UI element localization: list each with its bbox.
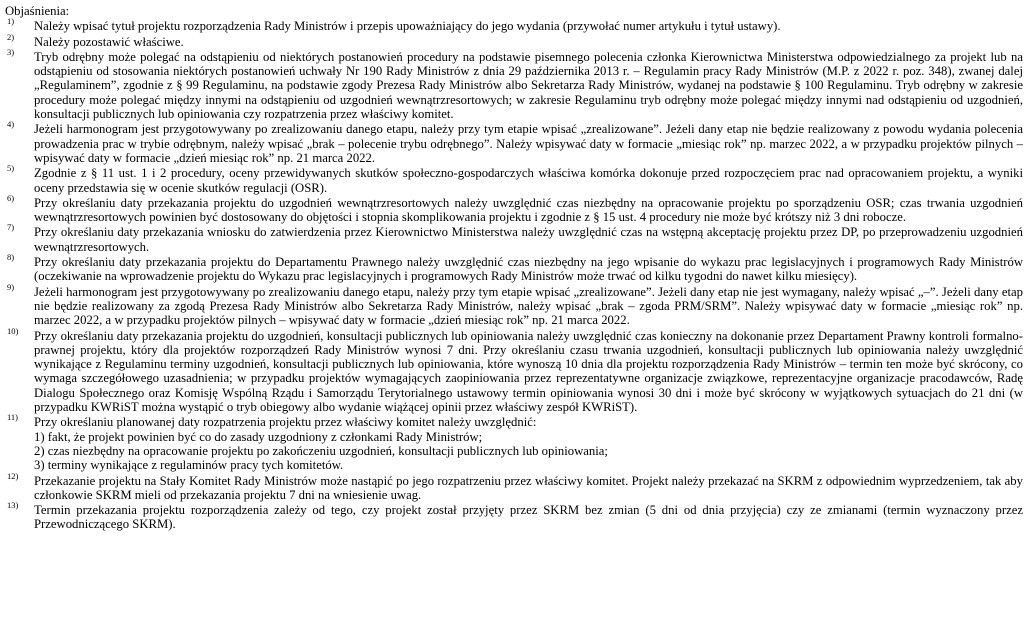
footnote-number: 13) [7, 500, 19, 511]
footnote-item [5, 163, 1023, 195]
footnote-text: Przy określaniu daty przekazania projektu do uzgodnień wewnątrzresortowych należy uwzględnić czas niezbędny na opracowanie projektu po sporządzeniu OSR; czas trwania uzgodnień wewnątrzresortowych powinien być dostosowany do objętości i stopnia skomplikowania projektu i zgodnie z § 15 ust. 4 procedury nie może być krótszy niż 3 dni robocze. [34, 195, 1023, 225]
footnote-text: Przy określaniu daty przekazania wniosku do zatwierdzenia przez Kierownictwo Ministerstwa należy uwzględnić czas na wstępną akceptację projektu przez DP, po przeprowadzeniu uzgodnień wewnątrzresortowych. [34, 225, 1023, 254]
footnote-item [5, 470, 1023, 503]
footnote-text: Zgodnie z § 11 ust. 1 i 2 procedury, oceny przewidywanych skutków społeczno-gospodarczych właściwa komórka dokonuje przed rozpoczęciem prac nad opracowaniem projektu, a wyniki oceny przedstawia się w ocenie skutków regulacji (OSR). [34, 166, 1023, 195]
footnote-item [5, 192, 1023, 225]
footnote-text: Jeżeli harmonogram jest przygotowywany po zrealizowaniu danego etapu, należy przy tym etapie wpisać „zrealizowane”. Jeżeli dany etap nie będzie realizowany z powodu wydania polecenia prowadzenia prac w trybie odrębnym, należy wpisać „brak – polecenie trybu odrębnego”. Należy wpisywać daty w formacie „miesiąc rok” np. marzec 2022, a w przypadku projektów pilnych – wpisywać daty w formacie „dzień miesiąc rok” np. 21 marca 2022. [34, 122, 1023, 165]
footnotes-heading: Objaśnienia: [5, 4, 70, 18]
footnote-number: 5) [7, 163, 15, 174]
footnote-number: 4) [7, 119, 15, 130]
footnote-item [5, 325, 1023, 415]
footnote-subitem: 2) czas niezbędny na opracowanie projektu po zakończeniu uzgodnień, konsultacji publicznych lub opiniowania; [34, 443, 608, 458]
footnote-item [5, 119, 1023, 165]
footnote-number: 7) [7, 222, 15, 233]
footnotes-list [5, 16, 1023, 532]
footnote-item [5, 16, 1023, 34]
footnote-text: Przy określaniu planowanej daty rozpatrzenia projektu przez właściwy komitet należy uwzględnić: [34, 415, 537, 430]
footnote-item [5, 222, 1023, 254]
footnotes-page [5, 4, 1023, 533]
footnote-number: 1) [7, 16, 15, 27]
footnote-subitem: 3) terminy wynikające z regulaminów pracy tych komitetów. [34, 458, 344, 473]
footnote-sublist [34, 430, 1023, 473]
footnote-item [5, 412, 1023, 473]
footnote-text: Przy określaniu daty przekazania projektu do Departamentu Prawnego należy uwzględnić czas niezbędny na jego wpisanie do wykazu prac legislacyjnych i programowych Rady Ministrów (oczekiwanie na wprowadzenie projektu do Wykazu prac legislacyjnych i programowych Rady Ministrów może trwać od kilku tygodni do nawet kilku miesięcy). [34, 255, 1023, 284]
footnote-text: Należy pozostawić właściwe. [34, 34, 184, 49]
footnote-item [5, 46, 1023, 122]
footnote-text: Jeżeli harmonogram jest przygotowywany po zrealizowaniu danego etapu, należy przy tym etapie wpisać „zrealizowane”. Jeżeli dany etap nie jest wymagany, należy wpisać „–”. Jeżeli dany etap nie będzie realizowany za zgodą Prezesa Rady Ministrów albo Sekretarza Rady Ministrów, należy wpisać „brak – zgoda PRM/SRM”. Należy wpisywać daty w formacie „miesiąc rok” np. marzec 2022, a w przypadku projektów pilnych – wpisywać daty w formacie „dzień miesiąc rok” np. 21 marca 2022. [34, 284, 1023, 328]
footnote-text: Termin przekazania projektu rozporządzenia zależy od tego, czy projekt został przyjęty przez SKRM bez zmian (5 dni od dnia przyjęcia) czy ze zmianami (termin wyznaczony przez Przewodniczącego SKRM). [34, 503, 1023, 532]
footnote-subitem: 1) fakt, że projekt powinien być co do zasady uzgodniony z członkami Rady Ministrów; [34, 429, 483, 444]
footnote-text: Tryb odrębny może polegać na odstąpieniu od niektórych postanowień procedury na podstawie pisemnego polecenia członka Kierownictwa Ministerstwa odpowiedzialnego za projekt lub na odstąpieniu od stosowania niektórych postanowień uchwały Nr 190 Rady Ministrów z dnia 29 października 2013 r. – Regulamin pracy Rady Ministrów (M.P. z 2022 r. poz. 348), zwanej dalej „Regulaminem”, zgodnie z § 99 Regulaminu, na podstawie zgody Prezesa Rady Ministrów albo Sekretarza Rady Ministrów, wydanej na podstawie § 100 Regulaminu. Tryb odrębny w zakresie procedury może polegać między innymi na odstąpieniu od uzgodnień wewnątrzresortowych; w zakresie Regulaminu tryb odrębny może polegać między innymi nad odstąpieniu od uzgodnień, konsultacji publicznych lub opiniowania czy rozpatrzenia przez właściwy komitet. [34, 49, 1023, 122]
footnote-number: 6) [7, 192, 15, 203]
footnote-text: Przekazanie projektu na Stały Komitet Rady Ministrów może nastąpić po jego rozpatrzeniu przez właściwy komitet. Projekt należy przekazać na SKRM z odpowiednim wyprzedzeniem, tak aby członkowie SKRM mieli od przekazania projektu 7 dni na wniesienie uwag. [34, 473, 1023, 502]
footnote-item [5, 281, 1023, 328]
footnote-number: 3) [7, 46, 15, 57]
footnote-item [5, 31, 1023, 49]
footnote-number: 10) [7, 325, 19, 336]
footnote-item [5, 500, 1023, 532]
footnote-item [5, 252, 1023, 284]
footnote-number: 2) [7, 31, 15, 42]
footnote-number: 8) [7, 252, 15, 263]
footnote-number: 12) [7, 470, 19, 481]
footnote-text: Przy określaniu daty przekazania projektu do uzgodnień, konsultacji publicznych lub opiniowania należy uwzględnić czas konieczny na dokonanie przez Departament Prawny kontroli formalno-prawnej projektu, który dla projektów rozporządzeń Rady Ministrów wynosi 7 dni. Przy określaniu czasu trwania uzgodnień, konsultacji publicznych lub opiniowania należy uwzględnić wynikające z Regulaminu terminy uzgodnień, konsultacji publicznych lub opiniowania, które wynoszą 10 dnia dla projektu rozporządzenia Rady Ministrów – termin ten może być skrócony, co wymaga szczegółowego uzasadnienia; w przypadku projektów wymagających zaopiniowania przez reprezentatywne organizacje związkowe, reprezentacyjne organizacje pracodawców, Radę Dialogu Społecznego oraz Komisję Wspólną Rządu i Samorządu Terytorialnego ustawowy termin opiniowania wynosi 30 dni i może być skrócony w wyjątkowych sytuacjach do 21 dni (w przypadku KWRiST można wystąpić o tryb obiegowy albo wydanie wiążącej opinii przez właściwy zespół KWRiST). [34, 328, 1023, 415]
footnote-number: 9) [7, 281, 15, 292]
footnote-number: 11) [7, 412, 19, 423]
footnote-text: Należy wpisać tytuł projektu rozporządzenia Rady Ministrów i przepis upoważniający do jego wydania (przywołać numer artykułu i tytuł ustawy). [34, 19, 781, 34]
